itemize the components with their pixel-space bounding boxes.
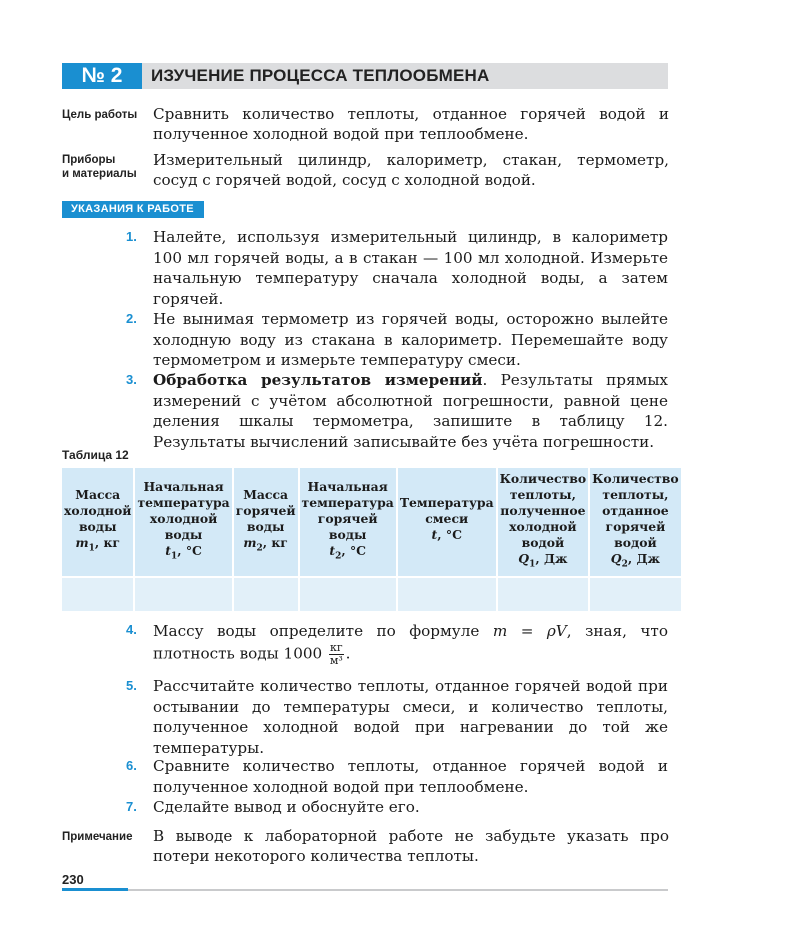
column-label: Масса горячей воды bbox=[235, 487, 296, 535]
table-cell-empty bbox=[233, 577, 299, 611]
table-header-row bbox=[62, 468, 681, 577]
table-header-cell bbox=[299, 468, 397, 577]
column-label: Масса холодной воды bbox=[64, 487, 132, 535]
goal-label: Цель работы bbox=[62, 109, 138, 121]
table-cell-empty bbox=[134, 577, 232, 611]
column-subscript: 2 bbox=[256, 543, 263, 554]
step-text-mid: , зная, что плотность воды 1000 bbox=[153, 622, 668, 663]
step-text bbox=[153, 620, 668, 667]
step-text: Сравните количество теплоты, отданное горячей водой и полученное холодной водой при теплообмене. bbox=[153, 757, 668, 796]
column-unit: , °С bbox=[341, 543, 367, 559]
column-subscript: 2 bbox=[335, 551, 342, 562]
column-label: Количество теплоты, полученное холодной водой bbox=[499, 471, 587, 551]
lab-title: ИЗУЧЕНИЕ ПРОЦЕССА ТЕПЛООБМЕНА bbox=[151, 66, 490, 85]
step-text-after: . bbox=[345, 644, 351, 663]
step-bold-heading: Обработка результатов измерений bbox=[153, 371, 483, 389]
column-symbol: Q bbox=[518, 551, 530, 567]
step-text: Налейте, используя измерительный цилиндр, в калориметр 100 мл горячей воды, а в стакан — 100 мл холодной. Измерьте начальную температуру сначала холодной воды, а затем горячей. bbox=[153, 228, 668, 308]
results-table bbox=[62, 468, 681, 611]
equipment-text: Измерительный цилиндр, калориметр, стакан, термометр, сосуд с горячей водой, сосуд с холодной водой. bbox=[153, 151, 669, 189]
column-label: Количество теплоты, отданное горячей водой bbox=[592, 471, 679, 551]
page-number: 230 bbox=[62, 872, 84, 887]
step-number: 3. bbox=[126, 372, 137, 387]
lab-number-badge: № 2 bbox=[62, 63, 142, 89]
table-header-cell bbox=[233, 468, 299, 577]
column-symbol: m bbox=[75, 535, 89, 551]
column-unit: , Дж bbox=[627, 551, 661, 567]
column-unit: , °С bbox=[437, 527, 462, 543]
table-cell-empty bbox=[397, 577, 497, 611]
column-subscript: 1 bbox=[170, 551, 178, 562]
table-cell-empty bbox=[299, 577, 397, 611]
column-symbol: m bbox=[243, 535, 257, 551]
column-unit: , °С bbox=[177, 543, 202, 559]
table-header-cell bbox=[589, 468, 681, 577]
equipment-label-line2: и материалы bbox=[62, 168, 137, 180]
table-header-cell bbox=[134, 468, 232, 577]
step-number: 5. bbox=[126, 678, 137, 693]
instructions-heading: УКАЗАНИЯ К РАБОТЕ bbox=[62, 201, 204, 218]
column-subscript: 2 bbox=[621, 559, 628, 570]
density-unit-fraction bbox=[329, 642, 344, 667]
note-text: В выводе к лабораторной работе не забудьте указать про потери некоторого количества теплоты. bbox=[153, 827, 669, 865]
step-text: Рассчитайте количество теплоты, отданное горячей водой при остывании до температуры смеси, и количество теплоты, полученное холодной водой при нагревании до той же температуры. bbox=[153, 677, 668, 757]
column-unit: , кг bbox=[94, 535, 120, 551]
column-subscript: 1 bbox=[529, 559, 536, 570]
footer-accent-line bbox=[62, 888, 128, 891]
table-header-cell bbox=[397, 468, 497, 577]
unit-numerator: кг bbox=[330, 641, 343, 654]
equipment-label-line1: Приборы bbox=[62, 154, 116, 166]
step-text: Не вынимая термометр из горячей воды, осторожно вылейте холодную воду из стакана в калориметр. Перемешайте воду термометром и измерьте температуру смеси. bbox=[153, 310, 668, 370]
step-text bbox=[153, 370, 668, 452]
column-symbol: t bbox=[165, 543, 171, 559]
step-text-before: Массу воды определите по формуле bbox=[153, 622, 493, 640]
table-cell-empty bbox=[497, 577, 590, 611]
column-symbol: Q bbox=[610, 551, 622, 567]
equipment-label bbox=[62, 153, 152, 181]
lab-header bbox=[62, 63, 668, 89]
table-row bbox=[62, 577, 681, 611]
table-caption: Таблица 12 bbox=[62, 448, 129, 462]
unit-denominator: м³ bbox=[329, 654, 343, 667]
step-text: Сделайте вывод и обоснуйте его. bbox=[153, 798, 420, 816]
note-label: Примечание bbox=[62, 831, 133, 843]
table-header-cell bbox=[62, 468, 134, 577]
column-label: Температура смеси bbox=[399, 495, 494, 527]
column-unit: , кг bbox=[262, 535, 288, 551]
table-cell-empty bbox=[62, 577, 134, 611]
column-label: Начальная температура холодной воды bbox=[137, 479, 230, 543]
density-formula: m = ρV bbox=[492, 622, 567, 640]
table-header-cell bbox=[497, 468, 590, 577]
step-text-rest: . Результаты прямых измерений с учётом абсолютной погрешности, равной цене деления шкалы термометра, запишите в таблицу 12. Результаты вычислений записывайте без учёта погрешности. bbox=[153, 371, 668, 451]
step-number: 4. bbox=[126, 622, 137, 637]
step-number: 2. bbox=[126, 311, 137, 326]
column-symbol: t bbox=[431, 527, 438, 543]
column-unit: , Дж bbox=[535, 551, 568, 567]
goal-text: Сравнить количество теплоты, отданное горячей водой и полученное холодной водой при теплообмене. bbox=[153, 105, 669, 143]
column-label: Начальная температура горячей воды bbox=[301, 479, 394, 543]
column-subscript: 1 bbox=[88, 543, 95, 554]
column-symbol: t bbox=[329, 543, 336, 559]
table-cell-empty bbox=[589, 577, 681, 611]
step-number: 1. bbox=[126, 229, 137, 244]
step-number: 7. bbox=[126, 799, 137, 814]
footer-divider bbox=[128, 889, 668, 891]
step-number: 6. bbox=[126, 758, 137, 773]
